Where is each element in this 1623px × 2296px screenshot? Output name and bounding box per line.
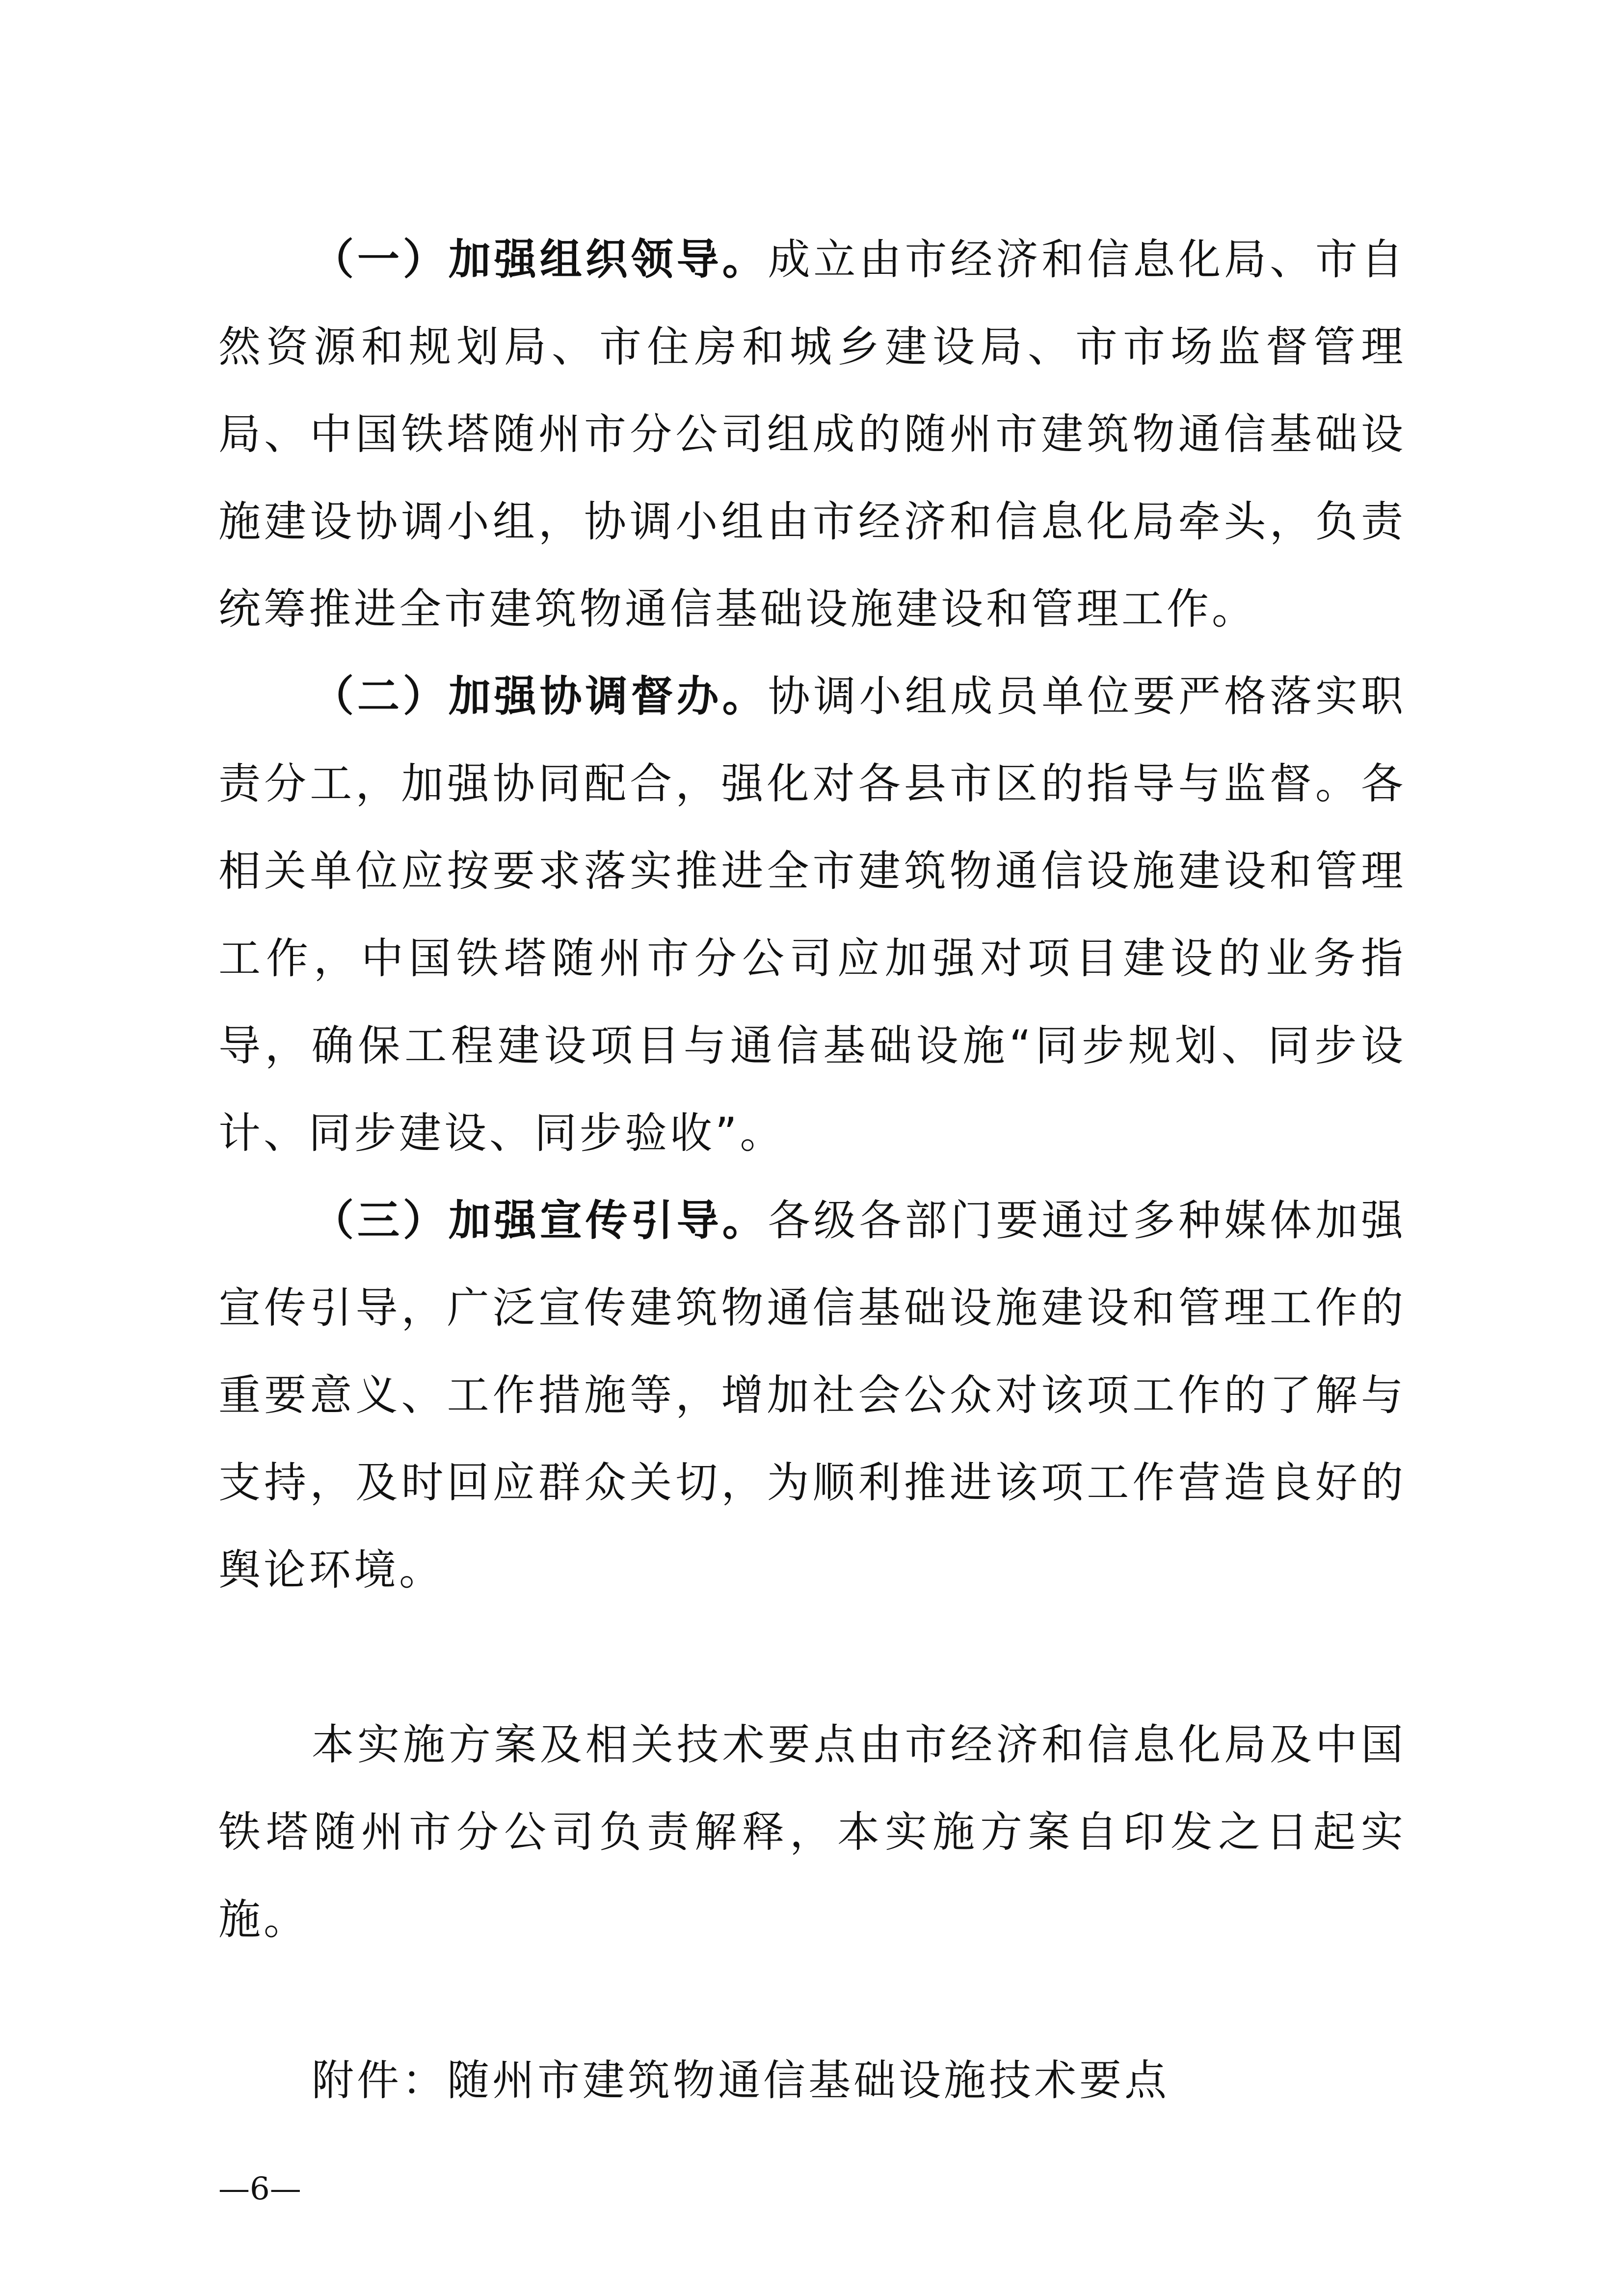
section-2-paragraph [218,653,1406,1177]
document-body [218,216,1406,2124]
page-number: —6— [218,2171,301,2207]
section-3-heading: （三）加强宣传引导。 [312,1196,768,1245]
section-1-paragraph [218,216,1406,653]
section-2-text: 协调小组成员单位要严格落实职责分工，加强协同配合，强化对各县市区的指导与监督。各相关单位应按要求落实推进全市建筑物通信设施建设和管理工作，中国铁塔随州市分公司应加强对项目建设的业务指导，确保工程建设项目与通信基础设施“同步规划、同步设计、同步建设、同步验收”。 [218,672,1407,1158]
section-3-text: 各级各部门要通过多种媒体加强宣传引导，广泛宣传建筑物通信基础设施建设和管理工作的重要意义、工作措施等，增加社会公众对该项工作的了解与支持，及时回应群众关切，为顺利推进该项工作营造良好的舆论环境。 [218,1196,1407,1595]
attachment-line: 附件：随州市建筑物通信基础设施技术要点 [312,2056,1170,2105]
closing-paragraph: 本实施方案及相关技术要点由市经济和信息化局及中国铁塔随州市分公司负责解释，本实施方案自印发之日起实施。 [218,1720,1406,1944]
section-1-text: 成立由市经济和信息化局、市自然资源和规划局、市住房和城乡建设局、市市场监督管理局、中国铁塔随州市分公司组成的随州市建筑物通信基础设施建设协调小组，协调小组由市经济和信息化局牵头，负责统筹推进全市建筑物通信基础设施建设和管理工作。 [218,235,1407,634]
paragraph-spacer [218,1614,1406,1701]
paragraph-spacer [218,1963,1406,2037]
section-1-heading: （一）加强组织领导。 [312,235,768,284]
section-3-paragraph [218,1177,1406,1614]
section-2-heading: （二）加强协调督办。 [312,672,768,721]
